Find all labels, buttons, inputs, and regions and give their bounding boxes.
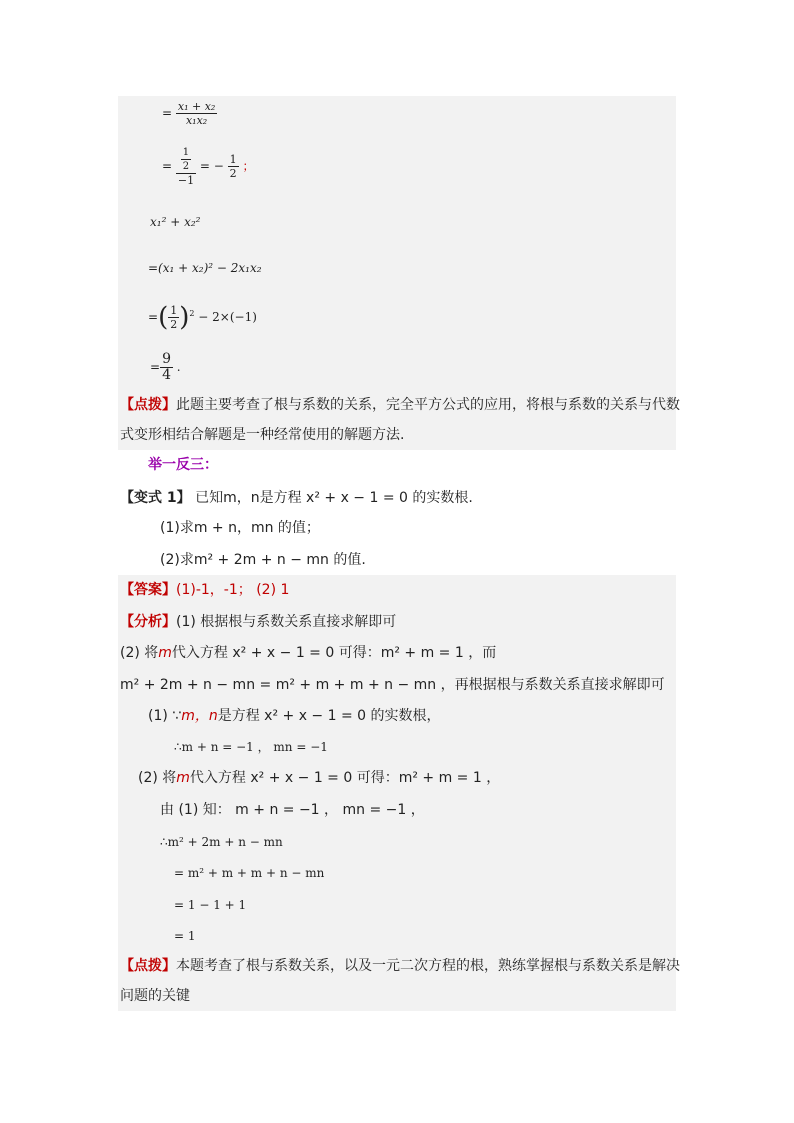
solution-line-5: ∴m² + 2m + n − mn	[160, 835, 283, 849]
solution-line-1: (1) ∵m，n是方程 x² + x − 1 = 0 的实数根，	[148, 708, 441, 724]
sum-of-squares: x₁² + x₂²	[150, 215, 201, 229]
nested-frac-step: = $\frac{\frac{1}{2}}{-1}$ = − $\frac{1}{2}$ ；	[162, 147, 255, 187]
solution-line-3: (2) 将m代入方程 x² + x − 1 = 0 可得：m² + m = 1 ，	[138, 770, 501, 786]
answer-line: 【答案】(1)-1，-1； (2) 1	[120, 582, 290, 598]
answer-block	[118, 575, 676, 1011]
analysis-line-2: (2) 将m代入方程 x² + x − 1 = 0 可得：m² + m = 1 ，而	[120, 645, 497, 661]
variant-q2: (2)求m² + 2m + n − mn 的值.	[160, 552, 366, 568]
hint-2-line-1: 【点拨】本题考查了根与系数关系，以及一元二次方程的根，熟练掌握根与系数关系是解决	[120, 958, 680, 974]
frac-step: = $\frac{\text{x₁ + x₂}}{\text{x₁x₂}}$	[162, 100, 216, 127]
variant-stem: 【变式 1】 已知m，n是方程 x² + x − 1 = 0 的实数根.	[120, 490, 473, 506]
square-step-1: =(x₁ + x₂)² − 2x₁x₂	[148, 261, 262, 275]
hint-2-line-2: 问题的关键	[120, 988, 190, 1004]
variant-q1: (1)求m + n，mn 的值；	[160, 520, 320, 536]
analysis-line-3: m² + 2m + n − mn = m² + m + m + n − mn ，再根据根与系数关系直接求解即可	[120, 677, 665, 693]
solution-line-7: = 1 − 1 + 1	[174, 898, 247, 912]
square-step-2: =( $\frac{1}{2}$ )$^2$ − 2×(−1)	[148, 302, 257, 333]
result-nine-fourths: = $\frac{9}{4}$ .	[150, 351, 181, 383]
solution-line-2: ∴m + n = −1 ， mn = −1	[174, 740, 328, 754]
solution-line-4: 由 (1) 知： m + n = −1 ， mn = −1 ，	[160, 802, 425, 818]
solution-line-6: = m² + m + m + n − mn	[174, 866, 325, 880]
hint-1-line-2: 式变形相结合解题是一种经常使用的解题方法.	[120, 427, 405, 443]
hint-1-line-1: 【点拨】此题主要考查了根与系数的关系，完全平方公式的应用，将根与系数的关系与代数	[120, 397, 680, 413]
section-title: 举一反三：	[148, 457, 218, 473]
analysis-line-1: 【分析】(1) 根据根与系数关系直接求解即可	[120, 614, 397, 630]
solution-line-8: = 1	[174, 929, 196, 943]
